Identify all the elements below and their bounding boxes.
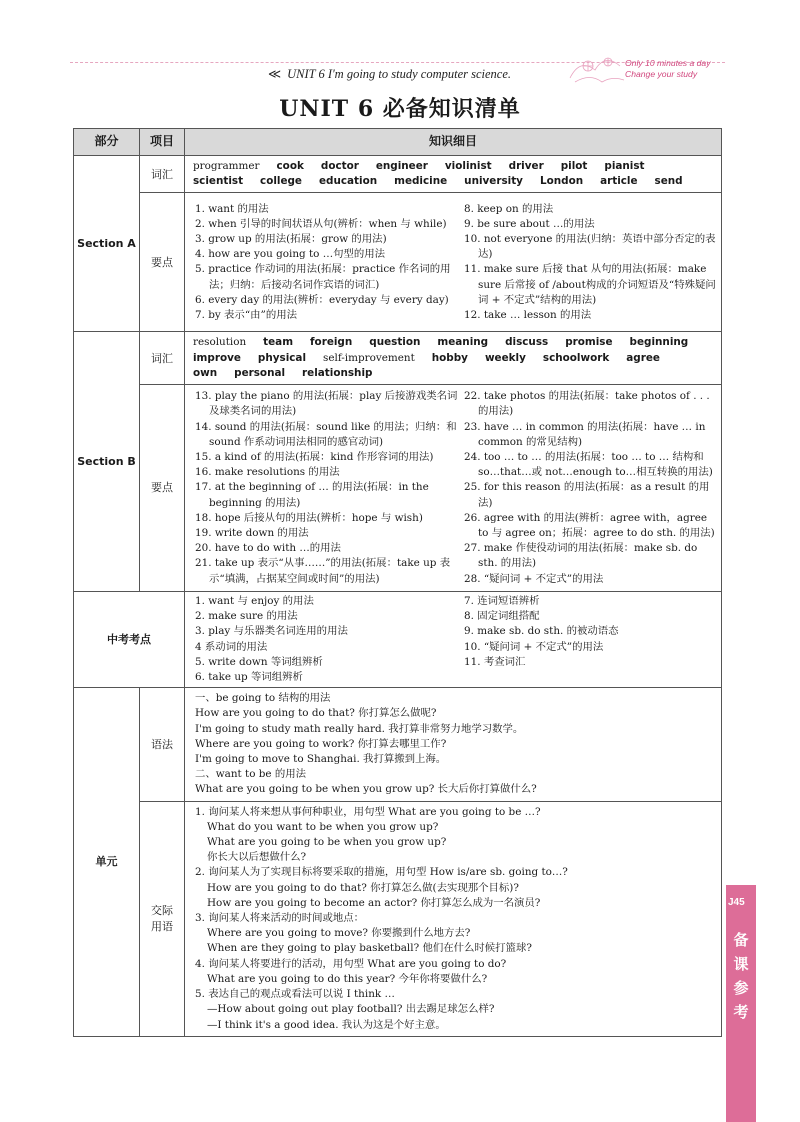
communication-line: —How about going out play football? 出去踢足球怎么样? [207,1003,495,1016]
vocab-word: university [464,175,523,188]
exam-points-row [74,592,722,688]
side-tab-char: 备 [733,931,749,949]
section-a-vocab-list [185,156,722,193]
communication-line: 3. 询问某人将来活动的时间或地点： [195,912,365,925]
vocab-word: medicine [394,175,448,188]
side-tab-char: 参 [733,979,749,997]
page-title: UNIT 6 必备知识清单 [279,96,521,122]
exam-point: 6. take up 等词组辨析 [195,671,303,684]
side-tab-label [726,928,756,1024]
vocab-word: engineer [375,160,428,172]
section-b-vocab-list [185,332,722,385]
vocab-word: pilot [560,160,588,172]
unit-grammar [185,688,722,801]
vocab-word: discuss [505,336,549,349]
communication-line: 你长大以后想做什么? [207,851,307,864]
grammar-lines [185,688,721,800]
exam-point: 11. 考查词汇 [464,655,526,668]
vocab-word: relationship [302,366,373,379]
vocab-word: scientist [193,175,244,188]
vocab-word: programmer [193,160,260,172]
section-b-label: Section B [74,332,140,592]
communication-line: 5. 表达自己的观点或看法可以说 I think … [195,988,395,1001]
section-a-vocab-row [74,156,722,193]
column-header-item: 项目 [140,129,185,156]
side-tab-char: 课 [733,955,749,973]
slogan [625,58,711,80]
vocab-word: meaning [437,336,489,349]
grammar-line: I'm going to study math really hard. 我打算非常努力地学习数学。 [195,722,524,735]
vocab-word: agree [626,351,660,364]
vocab-word: college [260,175,302,188]
section-a-points-right [464,202,717,324]
vocab-word: article [600,175,638,188]
vocab-word: cook [276,160,304,172]
exam-point: 7. 连词短语辨析 [464,595,540,608]
grammar-line: 二、want to be 的用法 [195,768,307,781]
unit-grammar-row [74,688,722,801]
key-point: 7. by 表示“由”的用法 [195,309,298,322]
exam-points-label: 中考考点 [74,592,185,688]
section-b-points-label: 要点 [140,385,185,592]
communication-line: 4. 询问某人将要进行的活动，用句型 What are you going to do? [195,957,507,970]
key-point: 18. hope 后接从句的用法(辨析：hope 与 wish) [195,511,423,524]
key-point: 16. make resolutions 的用法 [195,466,340,479]
knowledge-table [73,128,722,1037]
communication-label-line-2: 用语 [151,919,173,933]
vocab-word: improve [193,351,241,364]
vocab-word: hobby [431,351,468,364]
vocab-word: foreign [310,336,353,349]
communication-line: What do you want to be when you grow up? [207,820,439,833]
vocab-word: question [369,336,421,349]
exam-point: 1. want 与 enjoy 的用法 [195,595,314,608]
slogan-line-1: Only 10 minutes a day [625,58,711,68]
key-point: 17. at the beginning of … 的用法(拓展：in the beginning 的用法) [195,481,429,509]
key-point: 27. make 作使役动词的用法(拓展：make sb. do sth. 的用法) [464,542,698,570]
unit-label: 单元 [74,688,140,1036]
side-tab [726,885,756,1122]
communication-line: When are they going to play basketball? 他们在什么时候打篮球? [207,942,532,955]
key-point: 8. keep on 的用法 [464,202,554,215]
grammar-line: What are you going to be when you grow up? 长大后你打算做什么? [195,783,537,796]
key-point: 24. too … to … 的用法(拓展：too … to … 结构和 so…that…或 not…enough to…相互转换的用法) [464,451,713,479]
communication-line: How are you going to become an actor? 你打算怎么成为一名演员? [207,896,541,909]
exam-point: 9. make sb. do sth. 的被动语态 [464,625,619,638]
key-point: 14. sound 的用法(拓展：sound like 的用法；归纳：和 sound 作系动词用法相同的感官动词) [195,420,457,448]
exam-point: 8. 固定词组搭配 [464,610,540,623]
communication-line: What are you going to be when you grow up? [207,836,447,849]
section-a-vocab-label: 词汇 [140,156,185,193]
key-point: 11. make sure 后接 that 从句的用法(拓展：make sure 后常接 of /about构成的介词短语及“特殊疑问词 + 不定式”结构的用法) [464,263,716,306]
key-point: 19. write down 的用法 [195,527,309,540]
vocab-word: weekly [484,351,526,364]
unit-header [268,66,511,82]
key-point: 25. for this reason 的用法(拓展：as a result 的用法) [464,481,710,509]
key-point: 4. how are you going to …句型的用法 [195,248,386,261]
page-number: J45 [728,897,745,908]
section-a-points-label: 要点 [140,193,185,332]
key-point: 9. be sure about …的用法 [464,217,595,230]
section-a-points-left [195,202,460,324]
key-point: 6. every day 的用法(辨析：everyday 与 every day) [195,293,449,306]
communication-line: 1. 询问某人将来想从事何种职业，用句型 What are you going to be …? [195,805,541,818]
section-a-points-row [74,193,722,332]
key-point: 2. when 引导的时间状语从句(辨析：when 与 while) [195,217,447,230]
vocab-word: own [193,366,218,379]
vocab-word: resolution [193,336,247,349]
section-b-vocab-label: 词汇 [140,332,185,385]
exam-points-right [464,594,717,685]
exam-points [185,592,722,688]
communication-line: 2. 询问某人为了实现目标将要采取的措施，用句型 How is/are sb. going to…? [195,866,568,879]
communication-label-line-1: 交际 [151,904,173,918]
communication-line: —I think it's a good idea. 我认为这是个好主意。 [207,1018,446,1031]
key-point: 21. take up 表示“从事……”的用法(拓展：take up 表示“填满，占据某空间或时间”的用法) [195,557,451,585]
slogan-line-2: Change your study [625,69,698,79]
vocab-word: self-improvement [323,351,415,364]
communication-line: Where are you going to move? 你要搬到什么地方去? [207,927,471,940]
vocab-word: send [654,175,683,188]
key-point: 28. “疑问词 + 不定式”的用法 [464,572,604,585]
unit-communication-label [140,801,185,1036]
exam-point: 4 系动词的用法 [195,640,268,653]
key-point: 10. not everyone 的用法(归纳：英语中部分否定的表达) [464,233,716,261]
key-point: 22. take photos 的用法(拓展：take photos of . . . 的用法) [464,390,710,418]
section-b-points-right [464,389,717,587]
section-b-points-row [74,385,722,592]
section-a-label: Section A [74,156,140,332]
key-point: 3. grow up 的用法(拓展：grow 的用法) [195,233,387,245]
exam-point: 2. make sure 的用法 [195,610,298,623]
grammar-line: 一、be going to 结构的用法 [195,692,331,705]
unit-grammar-label: 语法 [140,688,185,801]
key-point: 15. a kind of 的用法(拓展：kind 作形容词的用法) [195,451,434,463]
unit-subtitle: UNIT 6 I'm going to study computer science. [287,67,512,81]
key-point: 26. agree with 的用法(辨析：agree with，agree to 与 agree on；拓展：agree to do sth. 的用法) [464,511,715,540]
exam-point: 10. “疑问词 + 不定式”的用法 [464,640,604,653]
vocab-word: physical [257,351,307,364]
key-point: 13. play the piano 的用法(拓展：play 后接游戏类名词及球类名词的用法) [195,390,458,418]
vocab-word: pianist [604,160,645,172]
grammar-line: How are you going to do that? 你打算怎么做呢? [195,707,437,720]
key-point: 20. have to do with …的用法 [195,542,341,555]
vocab-word: London [539,175,584,188]
key-point: 23. have … in common 的用法(拓展：have … in common 的常见结构) [464,420,706,448]
key-point: 12. take … lesson 的用法 [464,309,592,322]
vocab-word: education [319,175,378,188]
exam-point: 3. play 与乐器类名词连用的用法 [195,625,348,638]
vocab-word: promise [565,336,613,349]
vocab-word: doctor [320,160,359,172]
table-header-row [74,129,722,156]
grammar-line: Where are you going to work? 你打算去哪里工作? [195,737,447,750]
communication-line: What are you going to do this year? 今年你将要做什么? [207,972,488,985]
vocab-word: driver [508,160,544,172]
communication-lines [185,802,721,1036]
key-point: 1. want 的用法 [195,202,269,215]
communication-line: How are you going to do that? 你打算怎么做(去实现那个目标)? [207,881,519,894]
exam-point: 5. write down 等词组辨析 [195,655,323,668]
section-b-vocab-row [74,332,722,385]
column-header-detail: 知识细目 [185,129,722,156]
section-a-points [185,193,722,332]
key-point: 5. practice 作动词的用法(拓展：practice 作名词的用法；归纳：后接动名词作宾语的词汇) [195,263,451,291]
vocab-word: beginning [629,336,689,349]
vocab-word: schoolwork [542,351,610,364]
vocab-word: team [263,336,294,349]
vocab-word: personal [234,366,286,379]
column-header-part: 部分 [74,129,140,156]
section-b-points [185,385,722,592]
section-b-points-left [195,389,460,587]
vocab-word: violinist [444,160,492,172]
double-chevron-icon: ≪ [268,67,282,81]
grammar-line: I'm going to move to Shanghai. 我打算搬到上海。 [195,753,447,766]
exam-points-left [195,594,460,685]
flower-decoration-icon [560,48,630,90]
unit-communication-row [74,801,722,1036]
unit-communication [185,801,722,1036]
side-tab-char: 考 [733,1003,749,1021]
